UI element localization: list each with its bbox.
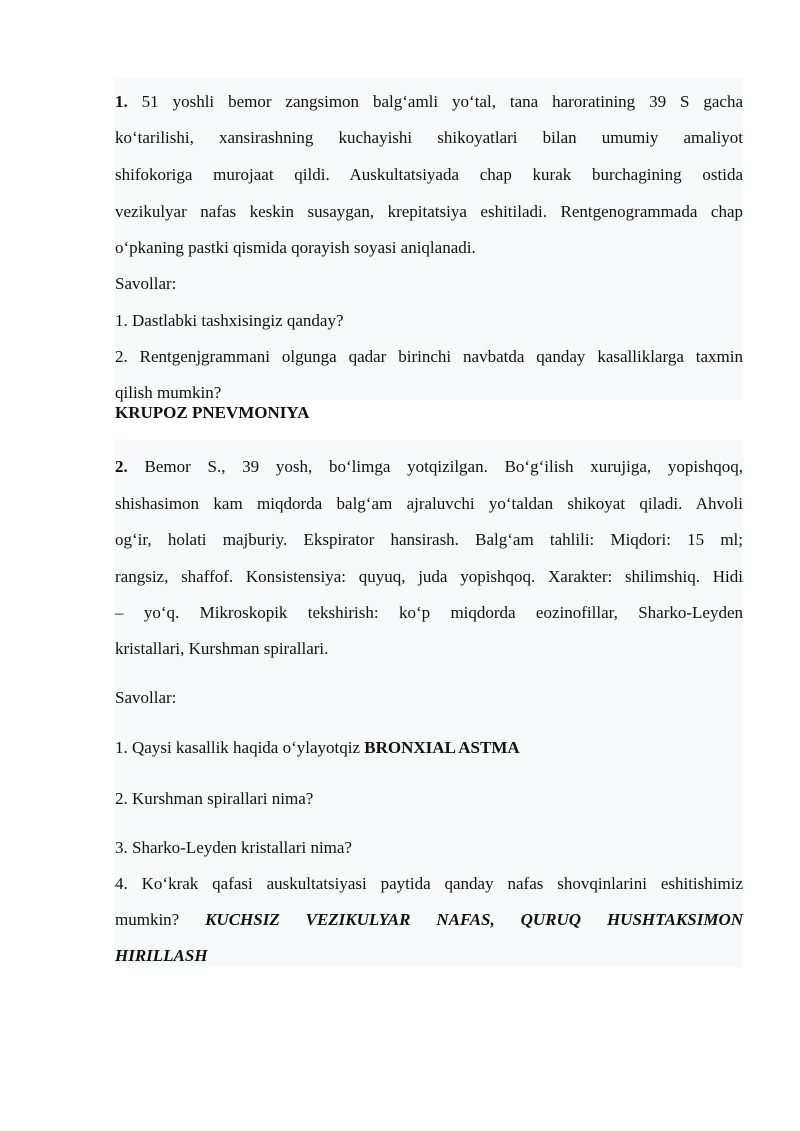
case-1-number: 1. — [115, 92, 128, 111]
case-2-answer-4: KUCHSIZ VEZIKULYAR NAFAS, QURUQ HUSHTAKSIMON — [205, 910, 743, 929]
case-2-question-2: 2. Kurshman spirallari nima? — [115, 789, 314, 808]
case-2-line-5: – yo‘q. Mikroskopik tekshirish: ko‘p miqdorda eozinofillar, Sharko-Leyden — [115, 603, 743, 622]
case-2-answer-4-line-2: HIRILLASH — [115, 946, 208, 965]
case-2-question-4-text: mumkin? — [115, 910, 206, 929]
case-2-question-1-text: 1. Qaysi kasallik haqida o‘ylayotqiz — [115, 738, 365, 757]
case-1-line-2: ko‘tarilishi, xansirashning kuchayishi shikoyatlari bilan umumiy amaliyot — [115, 128, 743, 147]
case-2-question-4-line-2 — [115, 910, 743, 930]
case-1-block — [115, 78, 743, 400]
case-2-questions-label: Savollar: — [115, 688, 177, 707]
case-1-line-1 — [115, 92, 743, 112]
case-2-number: 2. — [115, 457, 128, 476]
case-2-block — [115, 440, 743, 967]
case-2-question-1 — [115, 738, 743, 758]
case-1-line-3: shifokoriga murojaat qildi. Auskultatsiyada chap kurak burchagining ostida — [115, 165, 743, 184]
case-2-line-1 — [115, 457, 743, 477]
case-1-text-1: 51 yoshli bemor zangsimon balg‘amli yo‘tal, tana haroratining 39 S gacha — [141, 92, 743, 111]
case-2-answer-1: BRONXIAL ASTMA — [364, 738, 520, 757]
case-2-question-4-line-1: 4. Ko‘krak qafasi auskultatsiyasi paytida qanday nafas shovqinlarini eshitishimiz — [115, 874, 743, 893]
case-1-line-5: o‘pkaning pastki qismida qorayish soyasi aniqlanadi. — [115, 238, 476, 257]
case-1-line-4: vezikulyar nafas keskin susaygan, krepitatsiya eshitiladi. Rentgenogrammada chap — [115, 202, 743, 221]
case-1-answer-heading: KRUPOZ PNEVMONIYA — [115, 403, 310, 422]
case-2-line-6: kristallari, Kurshman spirallari. — [115, 639, 329, 658]
case-1-questions-label: Savollar: — [115, 274, 177, 293]
case-2-question-3: 3. Sharko-Leyden kristallari nima? — [115, 838, 352, 857]
case-2-line-4: rangsiz, shaffof. Konsistensiya: quyuq, juda yopishqoq. Xarakter: shilimshiq. Hidi — [115, 567, 743, 586]
case-2-line-3: og‘ir, holati majburiy. Ekspirator hansirash. Balg‘am tahlili: Miqdori: 15 ml; — [115, 530, 743, 549]
case-1-question-1: 1. Dastlabki tashxisingiz qanday? — [115, 311, 344, 330]
case-2-text-1: Bemor S., 39 yosh, bo‘limga yotqizilgan. Bo‘g‘ilish xurujiga, yopishqoq, — [144, 457, 743, 476]
case-1-question-2-line-1: 2. Rentgenjgrammani olgunga qadar birinchi navbatda qanday kasalliklarga taxmin — [115, 347, 743, 366]
case-2-line-2: shishasimon kam miqdorda balg‘am ajraluvchi yo‘taldan shikoyat qiladi. Ahvoli — [115, 494, 743, 513]
case-1-question-2-line-2: qilish mumkin? — [115, 383, 222, 402]
